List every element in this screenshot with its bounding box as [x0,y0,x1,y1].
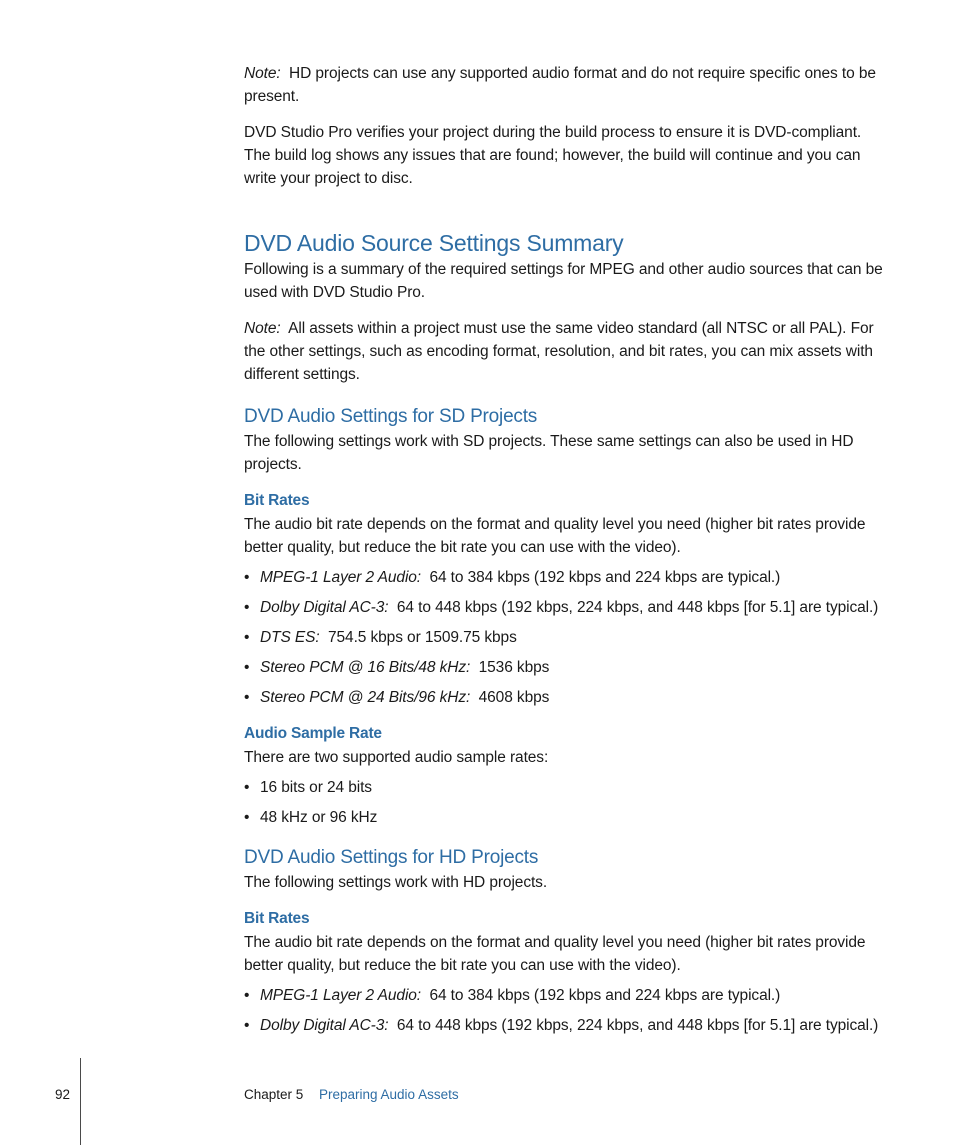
hd-heading: DVD Audio Settings for HD Projects [244,847,539,868]
bullet-icon: • [244,599,250,616]
intro-note-paragraph [244,62,884,108]
bullet-icon: • [244,1017,250,1034]
sd-bitrates-heading-wrap [244,491,884,511]
item-value: 1536 kbps [478,659,550,676]
item-value: 48 kHz or 96 kHz [260,809,378,826]
item-label: Dolby Digital AC-3: [260,1017,389,1034]
hd-section [244,846,884,870]
sd-bitrates-body [244,513,884,559]
sd-body [244,430,884,476]
intro-note [244,62,884,108]
hd-bitrates-list [244,1014,884,1037]
sd-bitrates-heading: Bit Rates [244,492,310,509]
hd-bitrates-heading: Bit Rates [244,910,310,927]
note-label: Note: [244,65,281,82]
item-label: Dolby Digital AC-3: [260,599,389,616]
item-label: Stereo PCM @ 24 Bits/96 kHz: [260,689,471,706]
sd-bitrates-list [244,626,884,649]
sd-bitrates-list [244,686,884,709]
bullet-icon: • [244,689,250,706]
sd-section [244,405,884,429]
footer-chapter-title: Preparing Audio Assets [319,1087,459,1102]
list-item [244,656,884,679]
verify-paragraph: DVD Studio Pro verifies your project during the build process to ensure it is DVD-compliant. The build log shows any issues that are found; however, the build will continue and you can write your project to disc. [244,124,862,187]
hd-bitrates-list [244,984,884,1007]
hd-bitrates-paragraph: The audio bit rate depends on the format and quality level you need (higher bit rates provide better quality, but reduce the bit rate you can use with the video). [244,934,866,974]
list-item [244,984,884,1007]
summary-note-paragraph [244,317,884,386]
hd-bitrates-heading-wrap [244,909,884,929]
list-item [244,776,884,799]
bullet-icon: • [244,659,250,676]
summary-body [244,258,884,304]
summary-section [244,229,884,257]
item-label: MPEG-1 Layer 2 Audio: [260,569,422,586]
list-item [244,626,884,649]
sd-heading: DVD Audio Settings for SD Projects [244,406,538,427]
sd-samplerate-body [244,746,884,769]
item-value: 64 to 448 kbps (192 kbps, 224 kbps, and 448 kbps [for 5.1] are typical.) [396,599,879,616]
sd-bitrates-list [244,566,884,589]
bullet-icon: • [244,987,250,1004]
note-text: HD projects can use any supported audio format and do not require specific ones to be present. [244,65,876,105]
summary-heading: DVD Audio Source Settings Summary [244,230,624,256]
bullet-icon: • [244,779,250,796]
sd-samplerate-paragraph: There are two supported audio sample rates: [244,749,549,766]
item-value: 64 to 448 kbps (192 kbps, 224 kbps, and 448 kbps [for 5.1] are typical.) [396,1017,879,1034]
sd-samplerate-list [244,806,884,829]
footer-chapter-label: Chapter 5 [244,1087,304,1102]
intro-verify [244,121,884,190]
note-text: All assets within a project must use the same video standard (all NTSC or all PAL). For the other settings, such as encoding format, resolution, and bit rates, you can mix assets with different settings. [244,320,874,383]
list-item [244,1014,884,1037]
item-label: DTS ES: [260,629,320,646]
note-label: Note: [244,320,281,337]
summary-note [244,317,884,386]
item-value: 754.5 kbps or 1509.75 kbps [328,629,517,646]
list-item [244,596,884,619]
sd-samplerate-heading: Audio Sample Rate [244,725,382,742]
sd-bitrates-list [244,596,884,619]
footer-divider [80,1058,81,1145]
item-value: 64 to 384 kbps (192 kbps and 224 kbps are typical.) [429,987,781,1004]
bullet-icon: • [244,629,250,646]
sd-samplerate-list [244,776,884,799]
hd-bitrates-body [244,931,884,977]
item-value: 16 bits or 24 bits [260,779,372,796]
item-label: Stereo PCM @ 16 Bits/48 kHz: [260,659,471,676]
hd-paragraph: The following settings work with HD projects. [244,874,548,891]
sd-paragraph: The following settings work with SD projects. These same settings can also be used in HD projects. [244,433,854,473]
sd-bitrates-list [244,656,884,679]
page-number: 92 [55,1087,71,1102]
list-item [244,806,884,829]
summary-paragraph: Following is a summary of the required settings for MPEG and other audio sources that can be used with DVD Studio Pro. [244,261,883,301]
sd-bitrates-paragraph: The audio bit rate depends on the format and quality level you need (higher bit rates provide better quality, but reduce the bit rate you can use with the video). [244,516,866,556]
item-value: 64 to 384 kbps (192 kbps and 224 kbps are typical.) [429,569,781,586]
sd-samplerate-heading-wrap [244,724,884,744]
list-item [244,686,884,709]
list-item [244,566,884,589]
bullet-icon: • [244,809,250,826]
bullet-icon: • [244,569,250,586]
item-value: 4608 kbps [478,689,550,706]
hd-body [244,871,884,894]
item-label: MPEG-1 Layer 2 Audio: [260,987,422,1004]
